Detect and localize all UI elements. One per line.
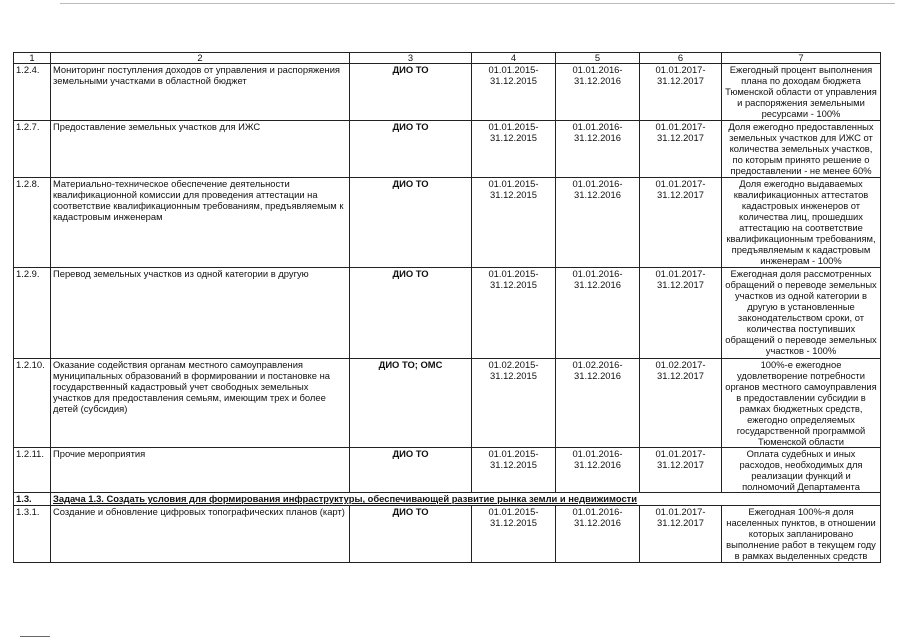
executor: ДИО ТО xyxy=(350,506,472,563)
period-start: 01.01.2015- xyxy=(488,64,539,75)
period-2017 xyxy=(640,506,722,563)
period-2016 xyxy=(556,506,640,563)
page-bottom-rule xyxy=(20,636,50,637)
activity-name: Оказание содействия органам местного самоуправления муниципальных образований в формировании и постановке на государственный кадастровый учет свободных земельных участков для предоставления семьям, имеющим трех и более детей (субсидия) xyxy=(51,359,350,448)
col-header-4: 4 xyxy=(472,53,556,64)
col-header-7: 7 xyxy=(722,53,881,64)
period-start: 01.01.2015- xyxy=(488,506,539,517)
period-end: 31.12.2015 xyxy=(490,459,537,470)
period-start: 01.01.2016- xyxy=(572,448,623,459)
period-2015 xyxy=(472,448,556,493)
period-end: 31.12.2017 xyxy=(657,189,704,200)
row-number: 1.2.10. xyxy=(14,359,51,448)
period-start: 01.01.2015- xyxy=(488,178,539,189)
period-2016 xyxy=(556,178,640,268)
table-row xyxy=(14,121,881,178)
period-2015 xyxy=(472,268,556,359)
period-2017 xyxy=(640,359,722,448)
period-end: 31.12.2016 xyxy=(574,370,621,381)
period-start: 01.01.2016- xyxy=(572,268,623,279)
period-2015 xyxy=(472,359,556,448)
activity-name: Мониторинг поступления доходов от управления и распоряжения земельными участками в областной бюджет xyxy=(51,64,350,121)
period-end: 31.12.2016 xyxy=(574,189,621,200)
period-2017 xyxy=(640,121,722,178)
table-row xyxy=(14,448,881,493)
task-row xyxy=(14,493,881,506)
period-2015 xyxy=(472,64,556,121)
executor: ДИО ТО xyxy=(350,64,472,121)
table-row xyxy=(14,178,881,268)
table-row xyxy=(14,64,881,121)
period-start: 01.01.2017- xyxy=(655,268,706,279)
col-header-2: 2 xyxy=(51,53,350,64)
activity-name: Предоставление земельных участков для ИЖС xyxy=(51,121,350,178)
row-number: 1.2.8. xyxy=(14,178,51,268)
period-end: 31.12.2015 xyxy=(490,517,537,528)
table-row xyxy=(14,506,881,563)
indicator: 100%-е ежегодное удовлетворение потребности органов местного самоуправления в предоставлении субсидии в рамках бюджетных средств, ежегодно определяемых государственной программой Тюменской области xyxy=(722,359,881,448)
executor: ДИО ТО; ОМС xyxy=(350,359,472,448)
period-end: 31.12.2017 xyxy=(657,517,704,528)
column-number-row xyxy=(14,53,881,64)
period-start: 01.01.2017- xyxy=(655,178,706,189)
period-end: 31.12.2015 xyxy=(490,370,537,381)
period-end: 31.12.2017 xyxy=(657,279,704,290)
executor: ДИО ТО xyxy=(350,178,472,268)
col-header-5: 5 xyxy=(556,53,640,64)
activity-name: Материально-техническое обеспечение деятельности квалификационной комиссии для проведения аттестации на соответствие квалификационным требованиям, предъявляемым к кадастровым инженерам xyxy=(51,178,350,268)
executor: ДИО ТО xyxy=(350,268,472,359)
period-start: 01.01.2017- xyxy=(655,506,706,517)
row-number: 1.2.11. xyxy=(14,448,51,493)
col-header-6: 6 xyxy=(640,53,722,64)
row-number: 1.2.7. xyxy=(14,121,51,178)
period-2017 xyxy=(640,268,722,359)
period-start: 01.01.2016- xyxy=(572,64,623,75)
indicator: Ежегодная 100%-я доля населенных пунктов, в отношении которых запланировано выполнение работ в текущем году в рамках выделенных средств xyxy=(722,506,881,563)
period-2016 xyxy=(556,268,640,359)
task-title: Задача 1.3. Создать условия для формирования инфраструктуры, обеспечивающей развитие рынка земли и недвижимости xyxy=(51,493,881,506)
indicator: Ежегодный процент выполнения плана по доходам бюджета Тюменской области от управления и распоряжения земельными ресурсами - 100% xyxy=(722,64,881,121)
period-end: 31.12.2015 xyxy=(490,189,537,200)
period-start: 01.01.2016- xyxy=(572,178,623,189)
executor: ДИО ТО xyxy=(350,448,472,493)
indicator: Доля ежегодно предоставленных земельных участков для ИЖС от количества земельных участков, по которым принято решение о предоставлении - не менее 60% xyxy=(722,121,881,178)
period-end: 31.12.2015 xyxy=(490,132,537,143)
period-end: 31.12.2017 xyxy=(657,75,704,86)
col-header-1: 1 xyxy=(14,53,51,64)
indicator: Доля ежегодно выдаваемых квалификационных аттестатов кадастровых инженеров от количества лиц, прошедших аттестацию на соответствие квалификационным требованиям, предъявляемым к кадастровым инженерам - 100% xyxy=(722,178,881,268)
period-end: 31.12.2015 xyxy=(490,279,537,290)
period-start: 01.02.2016- xyxy=(572,359,623,370)
indicator: Ежегодная доля рассмотренных обращений о переводе земельных участков из одной категории в другую в установленные законодательством сроки, от количества поступивших обращений о переводе земельных участков - 100% xyxy=(722,268,881,359)
period-start: 01.01.2016- xyxy=(572,506,623,517)
period-start: 01.01.2017- xyxy=(655,64,706,75)
period-2015 xyxy=(472,121,556,178)
period-end: 31.12.2016 xyxy=(574,459,621,470)
task-number: 1.3. xyxy=(14,493,51,506)
period-2015 xyxy=(472,178,556,268)
row-number: 1.2.4. xyxy=(14,64,51,121)
table-row xyxy=(14,359,881,448)
row-number: 1.3.1. xyxy=(14,506,51,563)
executor: ДИО ТО xyxy=(350,121,472,178)
period-start: 01.02.2015- xyxy=(488,359,539,370)
activity-name: Прочие мероприятия xyxy=(51,448,350,493)
row-number: 1.2.9. xyxy=(14,268,51,359)
indicator: Оплата судебных и иных расходов, необходимых для реализации функций и полномочий Департамента xyxy=(722,448,881,493)
period-start: 01.01.2016- xyxy=(572,121,623,132)
period-2016 xyxy=(556,121,640,178)
activity-name: Создание и обновление цифровых топографических планов (карт) xyxy=(51,506,350,563)
period-end: 31.12.2017 xyxy=(657,370,704,381)
period-start: 01.01.2015- xyxy=(488,448,539,459)
table-row xyxy=(14,268,881,359)
period-start: 01.01.2015- xyxy=(488,268,539,279)
period-2016 xyxy=(556,64,640,121)
period-2016 xyxy=(556,359,640,448)
period-start: 01.01.2017- xyxy=(655,448,706,459)
col-header-3: 3 xyxy=(350,53,472,64)
period-2017 xyxy=(640,448,722,493)
period-end: 31.12.2017 xyxy=(657,132,704,143)
period-end: 31.12.2016 xyxy=(574,75,621,86)
period-2017 xyxy=(640,178,722,268)
program-activities-table xyxy=(13,52,881,563)
period-end: 31.12.2017 xyxy=(657,459,704,470)
page-top-rule xyxy=(60,3,895,4)
period-start: 01.02.2017- xyxy=(655,359,706,370)
period-end: 31.12.2016 xyxy=(574,517,621,528)
activity-name: Перевод земельных участков из одной категории в другую xyxy=(51,268,350,359)
period-2015 xyxy=(472,506,556,563)
period-2017 xyxy=(640,64,722,121)
period-end: 31.12.2016 xyxy=(574,132,621,143)
period-end: 31.12.2016 xyxy=(574,279,621,290)
period-2016 xyxy=(556,448,640,493)
period-end: 31.12.2015 xyxy=(490,75,537,86)
period-start: 01.01.2017- xyxy=(655,121,706,132)
period-start: 01.01.2015- xyxy=(488,121,539,132)
